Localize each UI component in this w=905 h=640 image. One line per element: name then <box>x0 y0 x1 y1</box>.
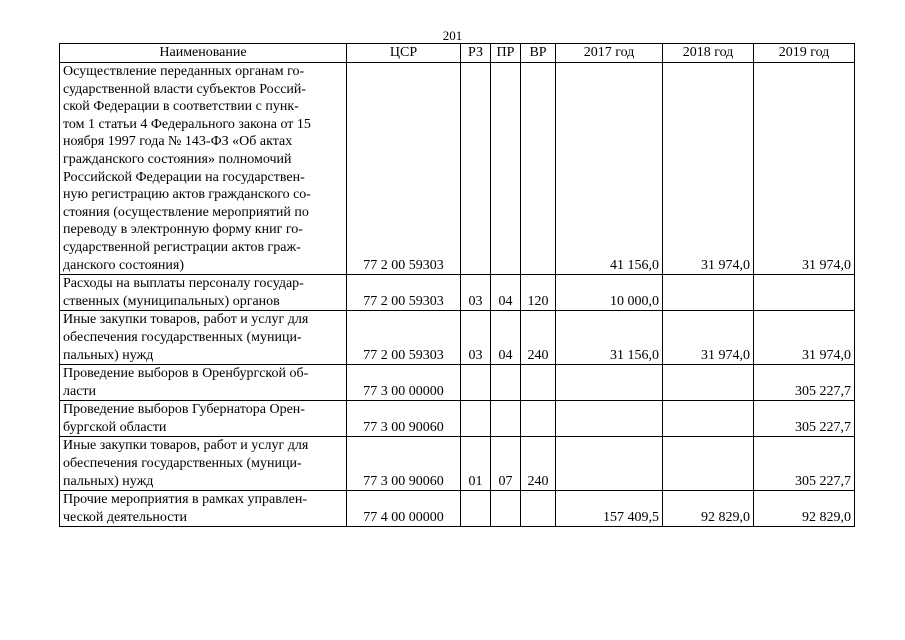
row-csr: 77 3 00 00000 <box>347 365 461 401</box>
row-vr: 240 <box>521 311 556 365</box>
row-2019: 305 227,7 <box>754 401 855 437</box>
row-2017: 41 156,0 <box>556 63 663 275</box>
row-2017 <box>556 365 663 401</box>
table-row <box>60 401 855 437</box>
row-rz <box>461 63 491 275</box>
row-2017: 31 156,0 <box>556 311 663 365</box>
row-rz: 03 <box>461 311 491 365</box>
table-row <box>60 311 855 365</box>
row-pr <box>491 401 521 437</box>
row-name-line: обеспечения государственных (муници- <box>63 456 302 472</box>
row-name <box>60 63 347 275</box>
row-pr: 07 <box>491 437 521 491</box>
row-2017 <box>556 437 663 491</box>
row-vr <box>521 365 556 401</box>
row-2017 <box>556 401 663 437</box>
row-name-line: бургской области <box>63 419 167 435</box>
row-name-line: Иные закупки товаров, работ и услуг для <box>63 312 309 328</box>
column-header-name: Наименование <box>60 44 347 63</box>
row-name-line: Проведение выборов Губернатора Орен- <box>63 402 305 418</box>
row-pr <box>491 63 521 275</box>
column-header-pr: ПР <box>491 44 521 63</box>
row-name <box>60 311 347 365</box>
row-name <box>60 365 347 401</box>
row-pr <box>491 365 521 401</box>
row-name-line: Проведение выборов в Оренбургской об- <box>63 366 309 382</box>
row-csr: 77 2 00 59303 <box>347 63 461 275</box>
table-row <box>60 491 855 527</box>
row-name-line: сударственной регистрации актов граж- <box>63 239 301 255</box>
column-header-2019: 2019 год <box>754 44 855 63</box>
row-name-line: ской Федерации в соответствии с пунк- <box>63 99 299 115</box>
row-2018 <box>663 365 754 401</box>
row-name-line: стояния (осуществление мероприятий по <box>63 204 309 220</box>
row-name-line: пальных) нужд <box>63 347 154 363</box>
row-rz: 03 <box>461 275 491 311</box>
table-row <box>60 365 855 401</box>
row-name-line: гражданского состояния» полномочий <box>63 151 292 167</box>
row-2019: 305 227,7 <box>754 365 855 401</box>
row-rz <box>461 365 491 401</box>
row-name-line: Иные закупки товаров, работ и услуг для <box>63 438 309 454</box>
row-name-line: ноября 1997 года № 143-ФЗ «Об актах <box>63 134 293 150</box>
row-name-line: Осуществление переданных органам го- <box>63 64 305 79</box>
row-pr <box>491 491 521 527</box>
row-2018: 92 829,0 <box>663 491 754 527</box>
row-name <box>60 401 347 437</box>
column-header-rz: РЗ <box>461 44 491 63</box>
table-row <box>60 437 855 491</box>
row-rz <box>461 491 491 527</box>
header-row <box>60 44 855 63</box>
column-header-vr: ВР <box>521 44 556 63</box>
row-2019: 31 974,0 <box>754 63 855 275</box>
row-2019: 92 829,0 <box>754 491 855 527</box>
table-row <box>60 63 855 275</box>
row-name-line: пальных) нужд <box>63 473 154 489</box>
row-name-line: том 1 статьи 4 Федерального закона от 15 <box>63 116 311 132</box>
row-vr <box>521 63 556 275</box>
row-2017: 157 409,5 <box>556 491 663 527</box>
row-vr <box>521 491 556 527</box>
row-csr: 77 2 00 59303 <box>347 311 461 365</box>
row-name-line: данского состояния) <box>63 257 184 273</box>
page-number: 201 <box>442 28 463 43</box>
row-csr: 77 3 00 90060 <box>347 401 461 437</box>
row-2018 <box>663 437 754 491</box>
row-vr: 240 <box>521 437 556 491</box>
row-2019: 31 974,0 <box>754 311 855 365</box>
column-header-csr: ЦСР <box>347 44 461 63</box>
row-2019 <box>754 275 855 311</box>
row-vr: 120 <box>521 275 556 311</box>
row-name-line: Прочие мероприятия в рамках управлен- <box>63 492 308 508</box>
row-2019: 305 227,7 <box>754 437 855 491</box>
row-name-line: ласти <box>63 383 97 399</box>
row-name-line: ную регистрацию актов гражданского со- <box>63 187 311 203</box>
row-name-line: сударственной власти субъектов Россий- <box>63 81 307 97</box>
row-name-line: переводу в электронную форму книг го- <box>63 222 303 238</box>
row-2018: 31 974,0 <box>663 63 754 275</box>
row-name-line: обеспечения государственных (муници- <box>63 329 302 345</box>
column-header-2018: 2018 год <box>663 44 754 63</box>
row-rz: 01 <box>461 437 491 491</box>
row-name-line: Российской Федерации на государствен- <box>63 169 305 185</box>
row-2018: 31 974,0 <box>663 311 754 365</box>
column-header-2017: 2017 год <box>556 44 663 63</box>
row-csr: 77 3 00 90060 <box>347 437 461 491</box>
row-pr: 04 <box>491 311 521 365</box>
row-rz <box>461 401 491 437</box>
row-name-line: ственных (муниципальных) органов <box>63 293 280 309</box>
row-name-line: Расходы на выплаты персоналу государ- <box>63 276 304 292</box>
table-body <box>60 63 855 527</box>
budget-table <box>59 43 855 527</box>
row-name <box>60 437 347 491</box>
row-2017: 10 000,0 <box>556 275 663 311</box>
row-name <box>60 275 347 311</box>
row-csr: 77 2 00 59303 <box>347 275 461 311</box>
row-2018 <box>663 401 754 437</box>
row-csr: 77 4 00 00000 <box>347 491 461 527</box>
row-vr <box>521 401 556 437</box>
row-pr: 04 <box>491 275 521 311</box>
row-name-line: ческой деятельности <box>63 509 188 525</box>
row-2018 <box>663 275 754 311</box>
table-row <box>60 275 855 311</box>
row-name <box>60 491 347 527</box>
